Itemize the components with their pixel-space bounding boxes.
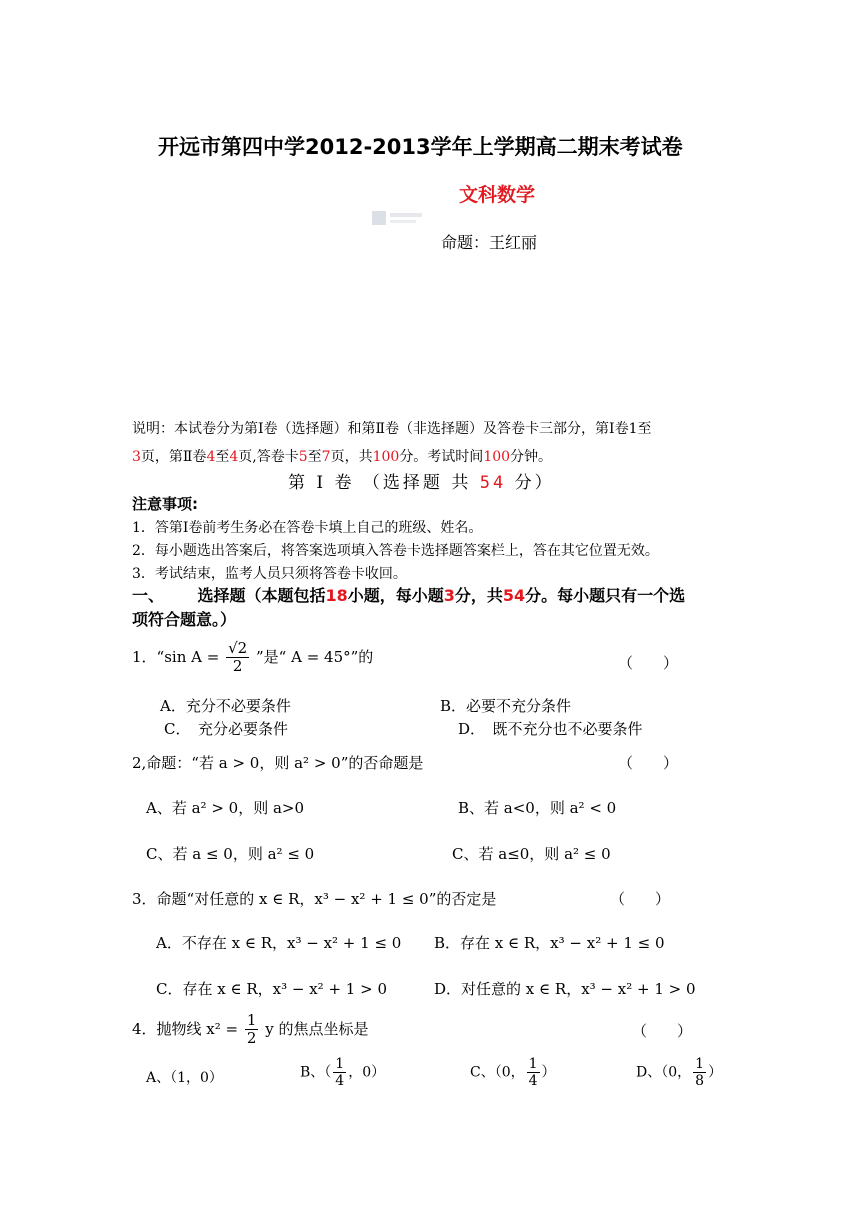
option-d: D． 既不充分也不必要条件 bbox=[458, 720, 643, 738]
exam-author: 命题：王红丽 bbox=[441, 233, 538, 252]
part-1-heading: 一、 选择题（本题包括18小题，每小题3分，共54分。每小题只有一个选 bbox=[132, 586, 686, 605]
option-a: A．充分不必要条件 bbox=[160, 697, 291, 715]
option-b: B、（ $\frac{1}{4}$ ，0） bbox=[300, 1056, 386, 1090]
part-1-heading-line2: 项符合题意。） bbox=[132, 610, 237, 629]
answer-paren: （ ） bbox=[618, 754, 679, 772]
answer-paren: （ ） bbox=[632, 1022, 693, 1040]
option-c: C、（0， $\frac{1}{4}$ ） bbox=[470, 1056, 556, 1090]
option-c: C．存在 x ∈ R，x³ − x² + 1 > 0 bbox=[156, 980, 387, 998]
option-d: D、（0， $\frac{1}{8}$ ） bbox=[636, 1056, 723, 1090]
intro-line-2: 3页，第Ⅱ卷4至4页,答卷卡5至7页，共100分。考试时间100分钟。 bbox=[132, 449, 553, 465]
option-c: C． 充分必要条件 bbox=[164, 720, 288, 738]
option-a: A．不存在 x ∈ R，x³ − x² + 1 ≤ 0 bbox=[156, 934, 402, 952]
option-d: C、若 a≤0，则 a² ≤ 0 bbox=[452, 845, 611, 863]
answer-paren: （ ） bbox=[610, 890, 671, 908]
exam-title: 开远市第四中学2012-2013学年上学期高二期末考试卷 bbox=[158, 135, 683, 159]
notes-heading: 注意事项: bbox=[132, 495, 198, 513]
question-3: 3．命题“对任意的 x ∈ R，x³ − x² + 1 ≤ 0”的否定是 bbox=[132, 890, 497, 908]
option-b: B．必要不充分条件 bbox=[440, 697, 572, 715]
section-1-title: 第 Ⅰ 卷 （选择题 共 54 分） bbox=[288, 473, 555, 493]
question-4: 4．抛物线 x² = $\frac{1}{2}$ y 的焦点坐标是 bbox=[132, 1011, 369, 1048]
question-1: 1．“sin A = $\frac{√2}{2}$ ”是“ A = 45°”的 bbox=[132, 639, 374, 676]
option-d: D．对任意的 x ∈ R，x³ − x² + 1 > 0 bbox=[434, 980, 696, 998]
note-item: 2．每小题选出答案后，将答案选项填入答卷卡选择题答案栏上，答在其它位置无效。 bbox=[132, 543, 659, 559]
option-a: A、若 a² > 0，则 a>0 bbox=[146, 799, 305, 817]
option-c: C、若 a ≤ 0，则 a² ≤ 0 bbox=[146, 845, 315, 863]
option-b: B．存在 x ∈ R，x³ − x² + 1 ≤ 0 bbox=[434, 934, 665, 952]
question-2: 2,命题：“若 a > 0，则 a² > 0”的否命题是 bbox=[132, 754, 424, 772]
intro-line-1: 说明：本试卷分为第Ⅰ卷（选择题）和第Ⅱ卷（非选择题）及答卷卡三部分，第Ⅰ卷1至 bbox=[132, 421, 652, 437]
note-item: 3．考试结束，监考人员只须将答卷卡收回。 bbox=[132, 566, 407, 582]
exam-subtitle: 文科数学 bbox=[459, 184, 536, 206]
answer-paren: （ ） bbox=[618, 654, 679, 672]
option-a: A、（1，0） bbox=[146, 1070, 223, 1086]
note-item: 1．答第Ⅰ卷前考生务必在答卷卡填上自己的班级、姓名。 bbox=[132, 520, 483, 536]
option-b: B、若 a<0，则 a² < 0 bbox=[458, 799, 617, 817]
watermark-stamp bbox=[368, 203, 426, 233]
